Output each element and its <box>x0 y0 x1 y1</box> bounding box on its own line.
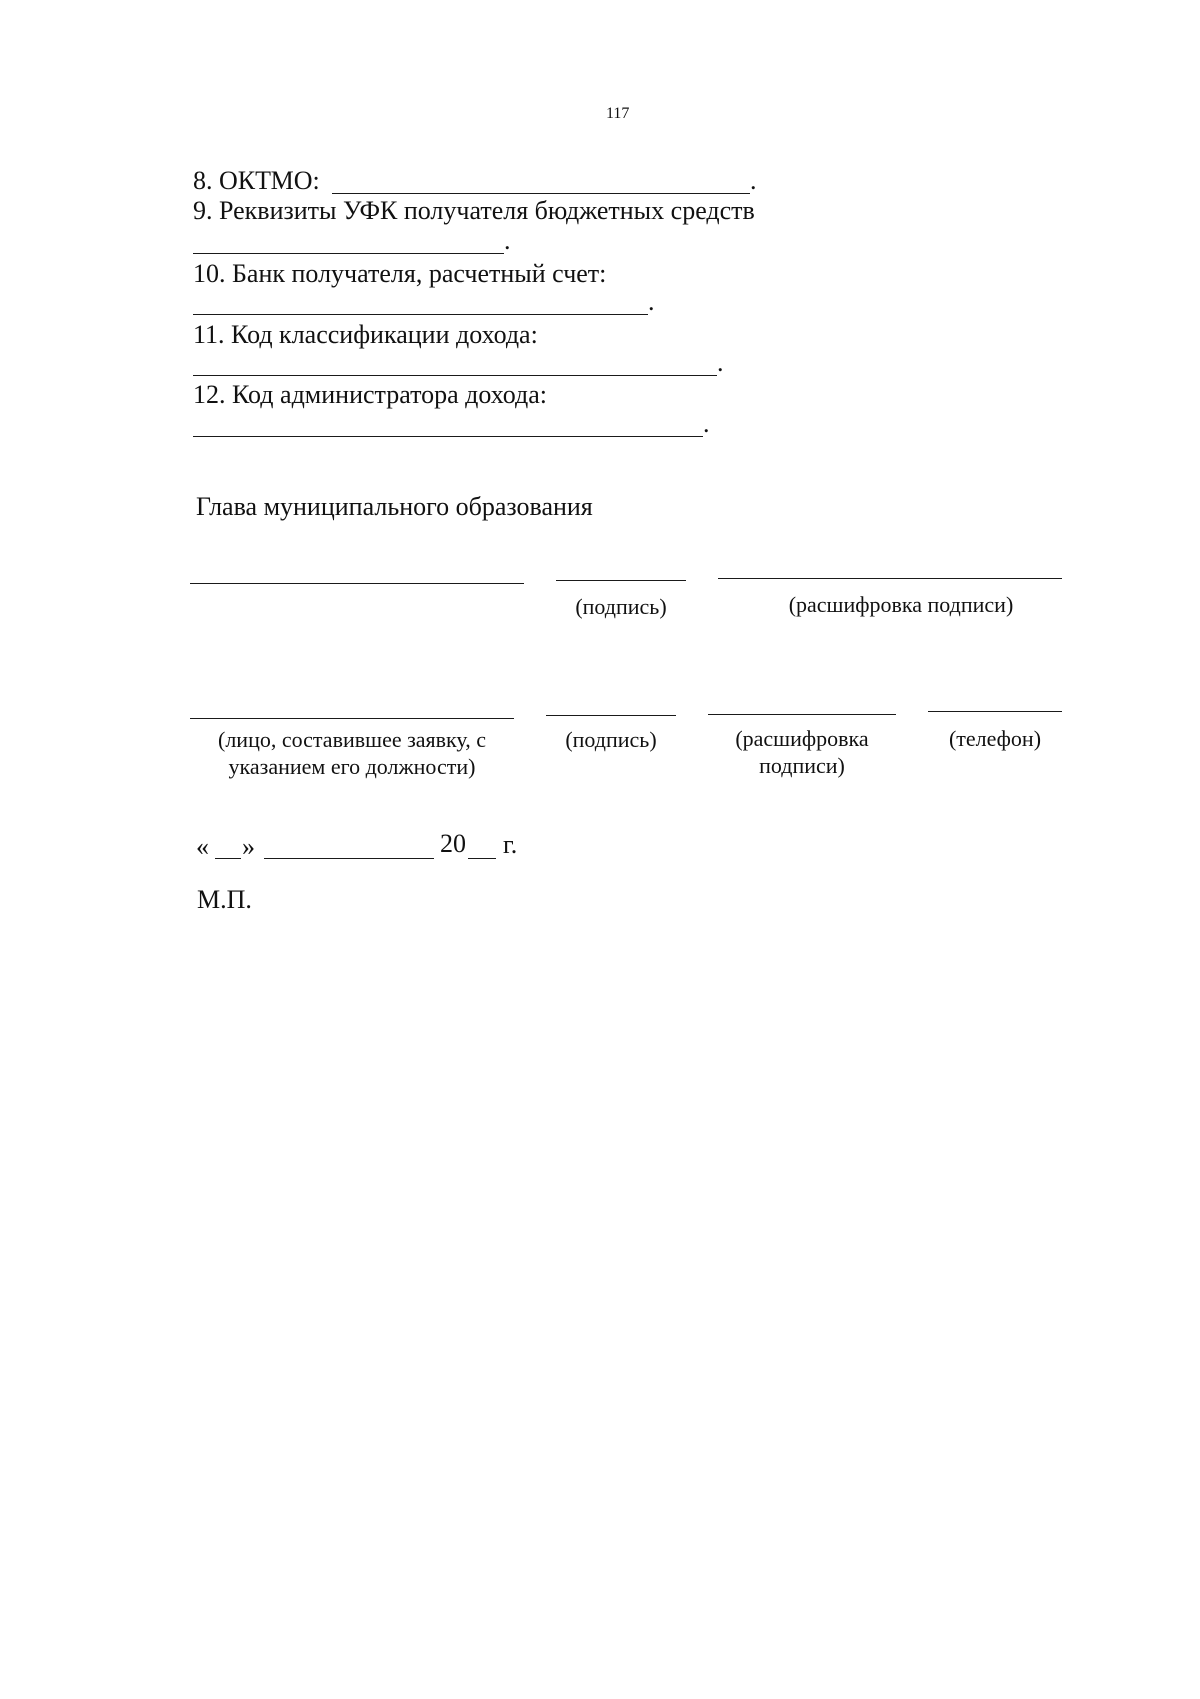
oktmo-label: 8. ОКТМО: <box>193 166 320 195</box>
admin-code-label: 12. Код администратора дохода: <box>193 380 547 409</box>
compiler-decoding-caption-line1: (расшифровка <box>735 726 869 751</box>
compiler-decoding-line <box>708 714 896 715</box>
head-signature-line <box>556 580 686 581</box>
head-decoding-line <box>718 578 1062 579</box>
oktmo-field-line <box>332 193 750 194</box>
stamp-label: М.П. <box>197 885 252 914</box>
income-code-field-line <box>193 375 717 376</box>
income-code-line-end: . <box>717 348 724 377</box>
date-year-suffix: г. <box>503 830 518 859</box>
compiler-person-caption-line2: указанием его должности) <box>228 754 476 779</box>
head-title: Глава муниципального образования <box>196 492 593 521</box>
date-year-line <box>468 858 496 859</box>
ufk-field-line <box>193 253 504 254</box>
compiler-phone-caption: (телефон) <box>948 726 1042 751</box>
compiler-decoding-caption-line2: подписи) <box>759 753 845 778</box>
bank-line-end: . <box>648 287 655 316</box>
compiler-person-caption-line1: (лицо, составившее заявку, с <box>218 727 486 752</box>
compiler-signature-line <box>546 715 676 716</box>
bank-field-line <box>193 314 648 315</box>
head-position-line <box>190 583 524 584</box>
income-code-label: 11. Код классификации дохода: <box>193 320 538 349</box>
compiler-phone-line <box>928 711 1062 712</box>
head-signature-caption: (подпись) <box>575 594 667 619</box>
admin-code-line-end: . <box>703 409 710 438</box>
admin-code-field-line <box>193 436 703 437</box>
compiler-signature-caption: (подпись) <box>565 727 657 752</box>
oktmo-line-end: . <box>750 166 757 195</box>
ufk-line-end: . <box>504 226 511 255</box>
date-month-line <box>264 858 434 859</box>
date-open-quote: « <box>196 832 209 861</box>
page-number: 117 <box>606 105 630 122</box>
date-year-prefix: 20 <box>440 829 466 858</box>
ufk-label: 9. Реквизиты УФК получателя бюджетных средств <box>193 196 755 225</box>
compiler-position-line <box>190 718 514 719</box>
date-close-quote: » <box>242 832 255 861</box>
bank-label: 10. Банк получателя, расчетный счет: <box>193 259 607 288</box>
date-day-line <box>215 858 241 859</box>
head-decoding-caption: (расшифровка подписи) <box>788 592 1014 617</box>
